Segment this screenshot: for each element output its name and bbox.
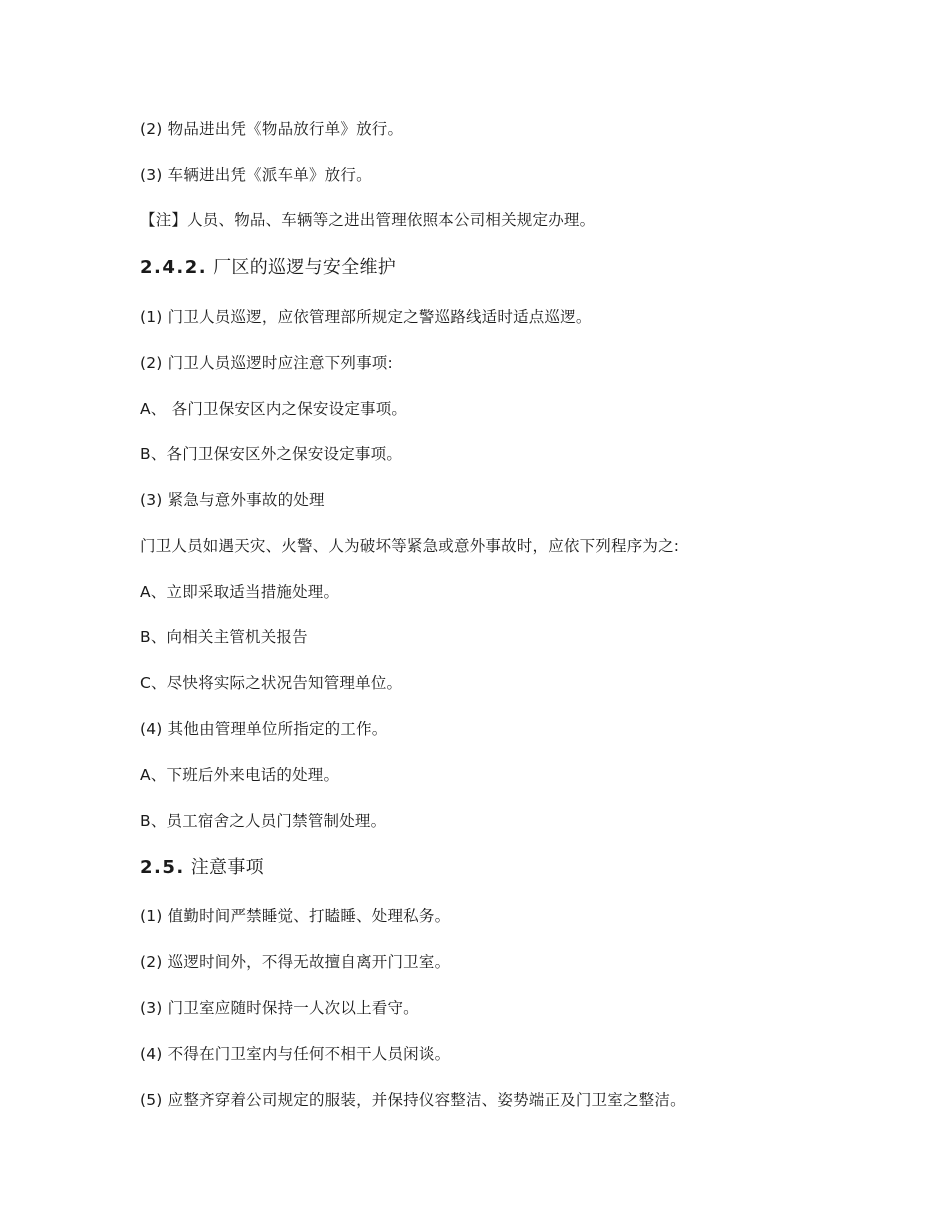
section-number: 2.5. (140, 857, 185, 878)
paragraph-line: B、各门卫保安区外之保安设定事项。 (140, 445, 403, 463)
section-title: 厂区的巡逻与安全维护 (213, 257, 397, 278)
note-line: 【注】人员、物品、车辆等之进出管理依照本公司相关规定办理。 (140, 211, 596, 229)
paragraph-line: (3) 紧急与意外事故的处理 (140, 491, 325, 509)
paragraph-line: B、员工宿舍之人员门禁管制处理。 (140, 812, 387, 830)
paragraph-line: (3) 车辆进出凭《派车单》放行。 (140, 166, 372, 184)
section-heading-2-4-2 (140, 256, 396, 280)
paragraph-line: B、向相关主管机关报告 (140, 628, 308, 646)
paragraph-line: (1) 值勤时间严禁睡觉、打瞌睡、处理私务。 (140, 907, 451, 925)
paragraph-line: A、下班后外来电话的处理。 (140, 766, 340, 784)
paragraph-line: C、尽快将实际之状况告知管理单位。 (140, 674, 403, 692)
paragraph-line: (4) 不得在门卫室内与任何不相干人员闲谈。 (140, 1045, 451, 1063)
paragraph-line: (2) 门卫人员巡逻时应注意下列事项: (140, 354, 393, 372)
paragraph-line: (4) 其他由管理单位所指定的工作。 (140, 720, 388, 738)
paragraph-line: (5) 应整齐穿着公司规定的服装，并保持仪容整洁、姿势端正及门卫室之整洁。 (140, 1091, 686, 1109)
section-heading-2-5 (140, 856, 264, 880)
paragraph-line: A、立即采取适当措施处理。 (140, 583, 340, 601)
paragraph-line: (2) 物品进出凭《物品放行单》放行。 (140, 120, 404, 138)
paragraph-line: A、 各门卫保安区内之保安设定事项。 (140, 400, 408, 418)
section-title: 注意事项 (190, 857, 264, 878)
paragraph-line: (1) 门卫人员巡逻，应依管理部所规定之警巡路线适时适点巡逻。 (140, 308, 592, 326)
paragraph-line: (2) 巡逻时间外，不得无故擅自离开门卫室。 (140, 953, 451, 971)
paragraph-line: (3) 门卫室应随时保持一人次以上看守。 (140, 999, 419, 1017)
section-number: 2.4.2. (140, 257, 208, 278)
paragraph-line: 门卫人员如遇天灾、火警、人为破坏等紧急或意外事故时，应依下列程序为之: (140, 537, 680, 555)
